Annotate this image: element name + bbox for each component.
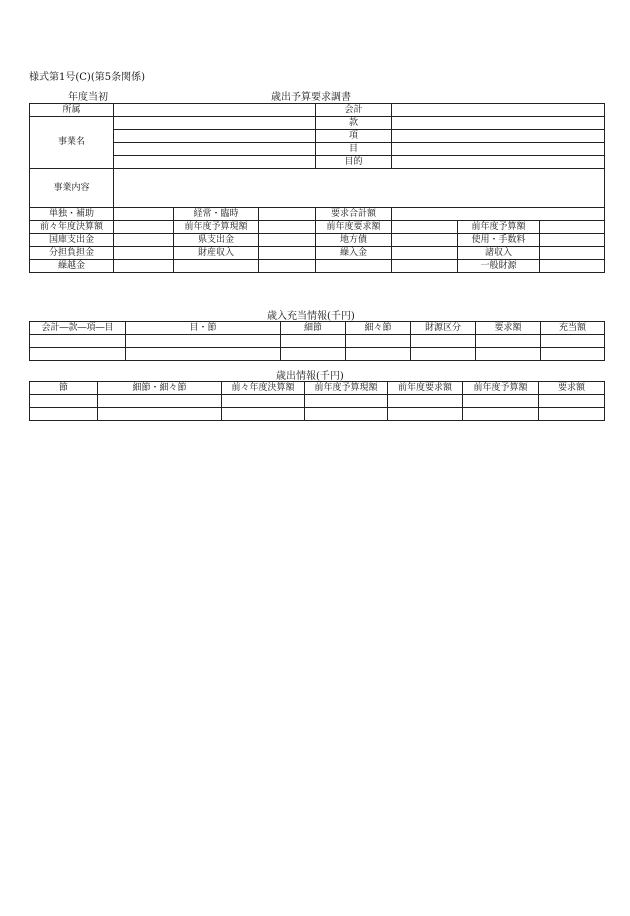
label-shiyo: 使用・手数料 — [458, 234, 540, 247]
label-gokei: 会計 — [316, 104, 392, 117]
value-jigyomei-2[interactable] — [114, 130, 316, 143]
revenue-cell[interactable] — [541, 348, 605, 361]
expense-cell[interactable] — [305, 395, 388, 408]
label-chihosai: 地方債 — [316, 234, 392, 247]
expense-cell[interactable] — [30, 395, 98, 408]
value-mokuteki[interactable] — [392, 156, 605, 169]
expense-cell[interactable] — [388, 408, 463, 421]
cell-empty-3 — [316, 260, 392, 273]
revenue-cell[interactable] — [281, 335, 346, 348]
expense-cell[interactable] — [222, 395, 305, 408]
value-shiyo[interactable] — [540, 234, 605, 247]
revenue-cell[interactable] — [126, 335, 281, 348]
value-kokko[interactable] — [114, 234, 174, 247]
expense-header-yokyu: 要求額 — [539, 382, 605, 395]
revenue-header-zaigen: 財源区分 — [411, 322, 476, 335]
label-keijo: 経常・臨時 — [174, 208, 259, 221]
expense-header-zen-yokyu: 前年度要求額 — [388, 382, 463, 395]
value-jigyomei-4[interactable] — [114, 156, 316, 169]
expense-cell[interactable] — [98, 408, 222, 421]
label-naiyo: 事業内容 — [30, 169, 114, 208]
revenue-cell[interactable] — [541, 335, 605, 348]
expense-cell[interactable] — [98, 395, 222, 408]
expense-header-zenzen-kessan: 前々年度決算額 — [222, 382, 305, 395]
revenue-cell[interactable] — [346, 348, 411, 361]
value-tandoku[interactable] — [114, 208, 174, 221]
revenue-cell[interactable] — [281, 348, 346, 361]
label-ken: 県支出金 — [174, 234, 259, 247]
label-kou: 項 — [316, 130, 392, 143]
value-naiyo[interactable] — [114, 169, 605, 208]
table-row — [30, 335, 605, 348]
form-number: 様式第1号(C)(第5条関係) — [29, 72, 145, 83]
label-kurikoshi: 繰越金 — [30, 260, 114, 273]
revenue-header-saisaisetsu: 細々節 — [346, 322, 411, 335]
cell-empty-2 — [259, 260, 316, 273]
expense-cell[interactable] — [463, 408, 539, 421]
value-gokei[interactable] — [392, 104, 605, 117]
budget-type: 年度当初 — [68, 92, 108, 103]
value-moku[interactable] — [392, 143, 605, 156]
revenue-header-mokusetsu: 目・節 — [126, 322, 281, 335]
expense-cell[interactable] — [463, 395, 539, 408]
label-zen-yosan-gengaku: 前年度予算現額 — [174, 221, 259, 234]
value-buntan[interactable] — [114, 247, 174, 260]
value-jigyomei-3[interactable] — [114, 143, 316, 156]
value-kurikoshi[interactable] — [114, 260, 174, 273]
table-row — [30, 408, 605, 421]
label-kan: 款 — [316, 117, 392, 130]
label-sho-shunyu: 諸収入 — [458, 247, 540, 260]
label-ippan: 一般財源 — [458, 260, 540, 273]
revenue-cell[interactable] — [476, 335, 541, 348]
table-row — [30, 348, 605, 361]
label-yokyu-gokei: 要求合計額 — [316, 208, 392, 221]
label-kokko: 国庫支出金 — [30, 234, 114, 247]
value-chihosai[interactable] — [392, 234, 458, 247]
doc-title: 歳出予算要求調書 — [271, 92, 351, 103]
label-tandoku: 単独・補助 — [30, 208, 114, 221]
label-moku: 目 — [316, 143, 392, 156]
revenue-cell[interactable] — [30, 335, 126, 348]
label-zenzen-kessan: 前々年度決算額 — [30, 221, 114, 234]
revenue-cell[interactable] — [346, 335, 411, 348]
value-kan[interactable] — [392, 117, 605, 130]
budget-request-table — [29, 103, 605, 273]
value-zenzen-kessan[interactable] — [114, 221, 174, 234]
expense-cell[interactable] — [222, 408, 305, 421]
value-yokyu-gokei[interactable] — [392, 208, 605, 221]
revenue-cell[interactable] — [411, 348, 476, 361]
value-zen-yosan[interactable] — [540, 221, 605, 234]
expense-cell[interactable] — [305, 408, 388, 421]
revenue-cell[interactable] — [411, 335, 476, 348]
expense-header-zen-yosan-gengaku: 前年度予算現額 — [305, 382, 388, 395]
revenue-header-saisetsu: 細節 — [281, 322, 346, 335]
revenue-cell[interactable] — [126, 348, 281, 361]
expense-header-zen-yosan: 前年度予算額 — [463, 382, 539, 395]
expense-cell[interactable] — [539, 395, 605, 408]
label-zen-yokyu: 前年度要求額 — [316, 221, 392, 234]
expense-cell[interactable] — [539, 408, 605, 421]
value-ippan[interactable] — [540, 260, 605, 273]
expense-header-saisetsu: 細節・細々節 — [98, 382, 222, 395]
revenue-table — [29, 321, 605, 361]
expense-table — [29, 381, 605, 421]
value-keijo[interactable] — [259, 208, 316, 221]
expense-title: 歳出情報(千円) — [276, 371, 344, 382]
table-row — [30, 395, 605, 408]
cell-empty-1 — [174, 260, 259, 273]
label-mokuteki: 目的 — [316, 156, 392, 169]
value-shozoku[interactable] — [114, 104, 316, 117]
cell-empty-4 — [392, 260, 458, 273]
value-jigyomei-1[interactable] — [114, 117, 316, 130]
revenue-header-yokyu: 要求額 — [476, 322, 541, 335]
value-kurire[interactable] — [392, 247, 458, 260]
value-zen-yokyu[interactable] — [392, 221, 458, 234]
label-zaisan: 財産収入 — [174, 247, 259, 260]
revenue-cell[interactable] — [476, 348, 541, 361]
value-zen-yosan-gengaku[interactable] — [259, 221, 316, 234]
value-kou[interactable] — [392, 130, 605, 143]
expense-header-setsu: 節 — [30, 382, 98, 395]
label-buntan: 分担負担金 — [30, 247, 114, 260]
revenue-title: 歳入充当情報(千円) — [267, 311, 355, 322]
expense-cell[interactable] — [30, 408, 98, 421]
label-zen-yosan: 前年度予算額 — [458, 221, 540, 234]
label-kurire: 繰入金 — [316, 247, 392, 260]
value-sho-shunyu[interactable] — [540, 247, 605, 260]
label-jigyomei: 事業名 — [30, 117, 114, 169]
value-zaisan[interactable] — [259, 247, 316, 260]
value-ken[interactable] — [259, 234, 316, 247]
expense-cell[interactable] — [388, 395, 463, 408]
revenue-cell[interactable] — [30, 348, 126, 361]
revenue-header-kaikei: 会計―款―項―目 — [30, 322, 126, 335]
label-shozoku: 所属 — [30, 104, 114, 117]
revenue-header-juto: 充当額 — [541, 322, 605, 335]
